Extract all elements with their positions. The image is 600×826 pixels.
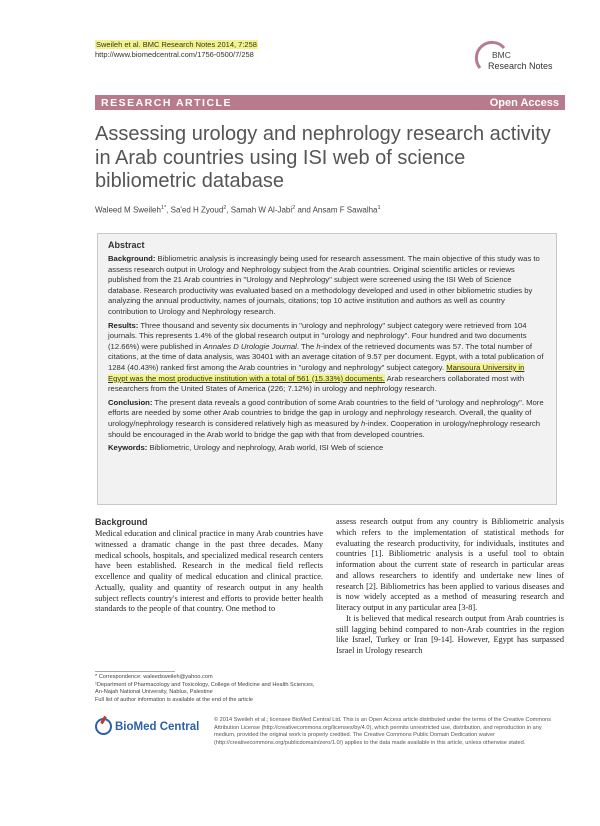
h-index-letter: h <box>316 341 321 351</box>
abstract-keywords <box>108 443 546 454</box>
author-affiliation-mark: 1 <box>377 205 381 211</box>
article-type-band <box>95 95 565 110</box>
abstract-heading: Abstract <box>108 240 145 250</box>
abstract-box <box>97 233 557 505</box>
keywords-label: Keywords: <box>108 443 148 453</box>
author-separator: and <box>295 205 313 215</box>
section-heading: Background <box>95 517 148 527</box>
highlighted-sentence: Mansoura University in Egypt was the most productive institution with a total of 561 (15.33%) documents. <box>108 362 525 383</box>
author-affiliation-mark: 2 <box>223 205 227 211</box>
publisher-name: BioMed Central <box>115 720 200 733</box>
h-index-letter: h <box>360 418 366 428</box>
article-type-label: RESEARCH ARTICLE <box>101 96 232 109</box>
author-info-note: Full list of author information is available at the end of the article <box>95 696 253 703</box>
abstract-conclusion-label: Conclusion: <box>108 397 153 407</box>
abstract-results-label: Results: <box>108 320 139 330</box>
body-paragraph: assess research output from any country is Bibliometric analysis which refers to the implementation of statistical methods for evaluating the research productivity, for individuals, institutes and countries [1]. Bibliometric analysis is a useful tool to obtain information about the current state of research in particular areas and allows researchers to identify and undertake new lines of research [2]. Bibliometrics has been applied to various diseases and is now widely accepted as a method of measuring research and literacy output in any particular area [3-8]. <box>336 517 564 612</box>
abstract-conclusion-text: The present data reveals a good contribution of some Arab countries to the field of "urology and nephrology". More efforts are needed by some other Arab countries to bridge the gap in urology and nephrology research. Overall, the quality of urology/nephrology research is considered relatively high as measured by <box>108 397 544 428</box>
author-affiliation-mark: 2 <box>292 205 296 211</box>
abstract-results-text: Arab researchers collaborated most with researchers from the United States of America (226; 7.12%) in urology and nephrology research. <box>108 373 525 394</box>
journal-name: Annales D Urologie Journal <box>203 341 297 351</box>
open-access-label: Open Access <box>489 96 559 109</box>
abstract-results-text: -index of the retrieved documents was 57. The total number of citations, at the time of data analysis, was 30401 with an average citation of 9.57 per document. Egypt, with a total publication of 1284 (40.43%) ranked first among the Arab countries in "urology and nephrology" subject category. <box>108 341 544 372</box>
author-list <box>95 205 565 215</box>
author-name: Sa'ed H Zyoud <box>170 205 224 215</box>
biomed-mark-icon <box>95 718 112 735</box>
article-title: Assessing urology and nephrology research activity in Arab countries using ISI web of science bibliometric database <box>95 123 551 192</box>
author-separator: , <box>226 205 231 215</box>
body-paragraph: It is believed that medical research output from Arab countries is still lagging behind compared to non-Arab countries in the region like Israel, Turkey or Iran [9-14]. However, Egypt has surpassed Israel in Urology research <box>336 613 564 655</box>
abstract-conclusion <box>108 398 546 440</box>
license-text: © 2014 Sweileh et al.; licensee BioMed Central Ltd. This is an Open Access article distributed under the terms of the Creative Commons Attribution License (http://creativecommons.org/licenses/by/4.0), which permits unrestricted use, distribution, and reproduction in any medium, provided the original work is properly credited. The Creative Commons Public Domain Dedication waiver (http://creativecommons.org/publicdomain/zero/1.0/) applies to the data made available in this article, unless otherwise stated. <box>214 717 552 746</box>
footnote-divider <box>95 671 175 672</box>
citation-block <box>95 40 258 60</box>
citation-journal: Sweileh et al. BMC Research Notes 2014, 7:258 <box>96 40 257 49</box>
author-name: Waleed M Sweileh <box>95 205 161 215</box>
abstract-results-text: . The <box>296 341 317 351</box>
abstract-results-text: Three thousand and seventy six documents in "urology and nephrology" subject category were retrieved from 104 journals. This represents 1.4% of the global research output in "urology and nephrology". Four hundred and two documents (12.66%) were published in <box>108 320 527 351</box>
abstract-results <box>108 321 546 395</box>
logo-research-notes-text: Research Notes <box>488 61 553 71</box>
author-separator: , <box>166 205 171 215</box>
abstract-background <box>108 254 546 318</box>
correspondence-note: * Correspondence: waleedsweileh@yahoo.com <box>95 674 213 680</box>
body-column-right <box>336 517 564 657</box>
body-paragraph: Medical education and clinical practice in many Arab countries have witnessed a dramatic change in the past three decades. Many medical schools, hospitals, and specialized medical research centers have been established. Research in the medical field reflects excellence and quality of medical education and clinical practice. Actually, quality and quantity of research output in any health subject reflects country's interest and efforts to provide better health standards to the people of that country. One method to <box>95 529 323 614</box>
bmc-logo <box>474 38 574 88</box>
author-affiliation-mark: 1* <box>160 205 167 211</box>
keywords-text: Bibliometric, Urology and nephrology, Arab world, ISI Web of science <box>147 443 384 453</box>
abstract-background-text: Bibliometric analysis is increasingly being used for research assessment. The main objective of this study was to assess research output in Urology and Nephrology subject from the Arab countries. Original scientific articles or reviews published from the 21 Arab countries in "Urology and Nephrology" subject were screened using the ISI Web of Science database. Research productivity was evaluated based on a methodology developed and used in other bibliometric studies by analyzing the annual productivity, names of journals, citations; top 10 active institution and authors as well as country contribution to Urology and Nephrology research. <box>108 254 540 316</box>
citation-url[interactable]: http://www.biomedcentral.com/1756-0500/7/258 <box>95 50 254 59</box>
logo-bmc-text: BMC <box>492 50 511 60</box>
author-name: Ansam F Sawalha <box>312 205 378 215</box>
body-column-left <box>95 517 323 615</box>
biomed-central-logo <box>95 718 199 735</box>
abstract-conclusion-text: -index. Cooperation in urology/nephrology research should be encouraged in the Arab world to bridge the gap with that from developed countries. <box>108 418 541 439</box>
abstract-background-label: Background: <box>108 254 156 263</box>
author-name: Samah W Al-Jabi <box>230 205 293 215</box>
affiliation-note: ¹Department of Pharmacology and Toxicology, College of Medicine and Health Sciences, An-Najah National University, Nablus, Palestine <box>95 681 315 695</box>
footnotes <box>95 674 323 704</box>
